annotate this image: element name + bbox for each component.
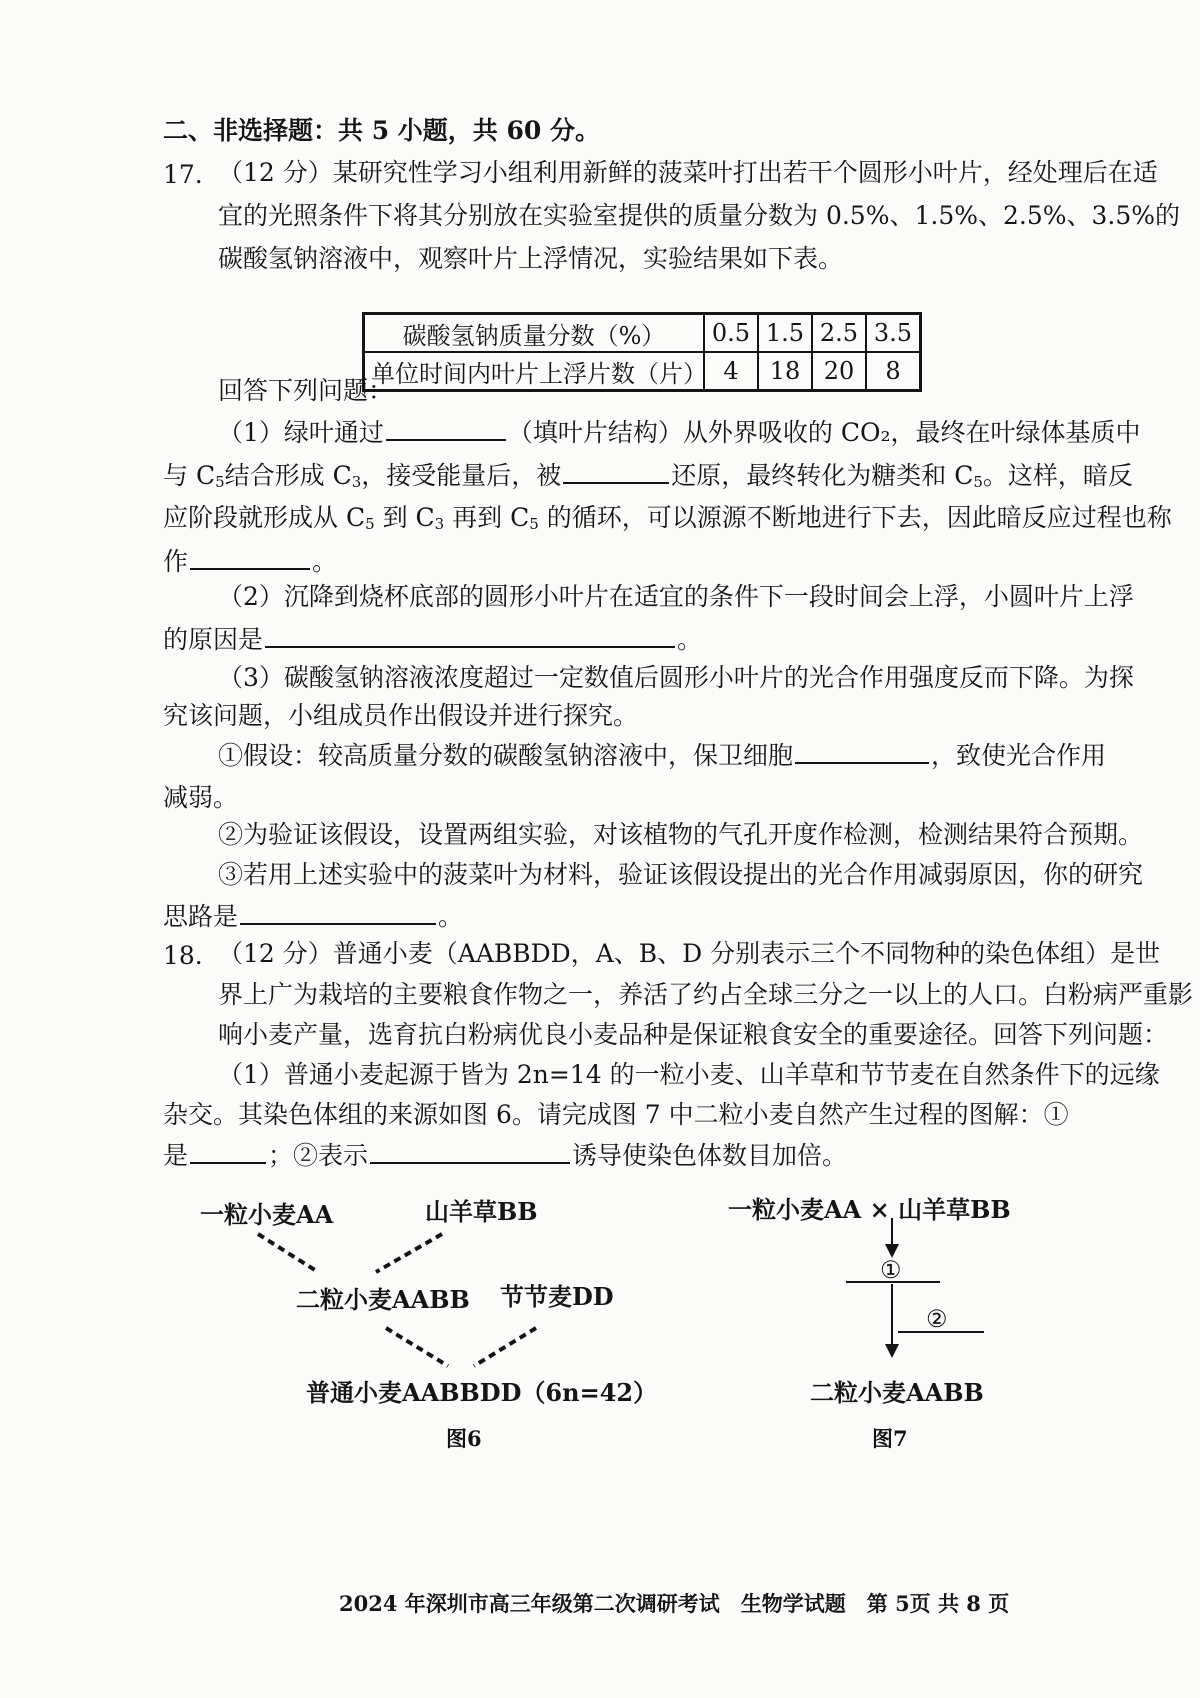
q18-part1-line-2: 杂交。其染色体组的来源如图 6。请完成图 7 中二粒小麦自然产生过程的图解：①	[163, 1100, 1069, 1129]
blank-marker-1: ①	[880, 1256, 902, 1284]
figure-6-caption: 图6	[446, 1426, 482, 1451]
emmer-label: 二粒小麦AABB	[296, 1285, 470, 1314]
table-cell: 8	[866, 352, 921, 391]
table-row-header: 碳酸氢钠质量分数（%）	[364, 314, 705, 353]
q17-intro-line-2: 宜的光照条件下将其分别放在实验室提供的质量分数为 0.5%、1.5%、2.5%、3.5%的	[218, 201, 1181, 230]
q17-part1-line-2: 与 $C_5$结合形成 $C_3$，接受能量后，被 还原，最终转化为糖类和 $C_5$。这样，暗反	[163, 461, 1133, 491]
q17-intro-line-1: （12 分）某研究性学习小组利用新鲜的菠菜叶打出若干个圆形小叶片，经处理后在适	[218, 158, 1158, 187]
fig7-einkorn-label: 一粒小麦AA × 山羊草BB	[728, 1195, 1011, 1224]
figure-7-caption: 图7	[872, 1426, 908, 1451]
table-cell: 2.5	[812, 314, 866, 353]
q18-intro-line-2: 界上广为栽培的主要粮食作物之一，养活了约占全球三分之一以上的人口。白粉病严重影	[218, 980, 1194, 1009]
answer-prompt: 回答下列问题：	[218, 376, 394, 405]
question-17-number: 17.	[163, 160, 203, 189]
q18-part1-line-1: （1）普通小麦起源于皆为 2n=14 的一粒小麦、山羊草和节节麦在自然条件下的远缘	[218, 1060, 1160, 1089]
blank-marker-2: ②	[926, 1305, 948, 1333]
q17-part2-line-1: （2）沉降到烧杯底部的圆形小叶片在适宜的条件下一段时间会上浮，小圆叶片上浮	[218, 582, 1134, 611]
section-heading: 二、非选择题：共 5 小题，共 60 分。	[163, 116, 601, 145]
dashed-connector	[376, 1234, 442, 1272]
einkorn-label: 一粒小麦AA	[200, 1200, 334, 1229]
q17-part1-line-1: （1）绿叶通过 （填叶片结构）从外界吸收的 CO₂，最终在叶绿体基质中	[218, 418, 1141, 447]
table-cell: 20	[812, 352, 866, 391]
question-18-number: 18.	[163, 941, 203, 970]
dashed-connector	[258, 1234, 318, 1272]
q18-intro-line-1: （12 分）普通小麦（AABBDD，A、B、D 分别表示三个不同物种的染色体组）是世	[218, 939, 1161, 968]
table-cell: 3.5	[866, 314, 921, 353]
q17-part3-line-5: ②为验证该假设，设置两组实验，对该植物的气孔开度作检测，检测结果符合预期。	[218, 820, 1144, 849]
q17-part1-line-3: 应阶段就形成从 $C_5$ 到 $C_3$ 再到 $C_5$ 的循环，可以源源不断地进行下去，因此暗反应过程也称	[163, 503, 1172, 533]
q17-part3-line-1: （3）碳酸氢钠溶液浓度超过一定数值后圆形小叶片的光合作用强度反而下降。为探	[218, 663, 1134, 692]
q17-part3-line-2: 究该问题，小组成员作出假设并进行探究。	[163, 701, 639, 730]
common-wheat-label: 普通小麦AABBDD（6n=42）	[306, 1378, 658, 1407]
q17-part3-line-7: 思路是 。	[163, 902, 464, 931]
dashed-connector	[474, 1328, 536, 1366]
table-cell: 0.5	[704, 314, 758, 353]
table-row-header: 单位时间内叶片上浮片数（片）	[364, 352, 705, 391]
goatgrass-label: 山羊草BB	[425, 1197, 538, 1226]
q18-part1-line-3: 是 ；②表示 诱导使染色体数目加倍。	[163, 1141, 848, 1170]
table-cell: 18	[758, 352, 812, 391]
q17-intro-line-3: 碳酸氢钠溶液中，观察叶片上浮情况，实验结果如下表。	[218, 244, 844, 273]
fig7-emmer-label: 二粒小麦AABB	[810, 1378, 984, 1407]
q17-part3-line-4: 减弱。	[163, 783, 239, 812]
q17-part2-line-2: 的原因是 。	[163, 625, 703, 654]
dashed-connector	[386, 1328, 448, 1366]
page-footer: 2024 年深圳市高三年级第二次调研考试 生物学试题 第 5页 共 8 页	[339, 1591, 1010, 1616]
q17-part1-line-4: 作 。	[163, 547, 338, 576]
table-cell: 1.5	[758, 314, 812, 353]
q17-part3-line-6: ③若用上述实验中的菠菜叶为材料，验证该假设提出的光合作用减弱原因，你的研究	[218, 860, 1144, 889]
cross-symbol: ×	[869, 1195, 890, 1224]
tauschii-label: 节节麦DD	[500, 1282, 614, 1311]
q18-intro-line-3: 响小麦产量，选育抗白粉病优良小麦品种是保证粮食安全的重要途径。回答下列问题：	[218, 1020, 1169, 1049]
q17-part3-line-3: ①假设：较高质量分数的碳酸氢钠溶液中，保卫细胞 ，致使光合作用	[218, 741, 1107, 770]
table-cell: 4	[704, 352, 758, 391]
arrow-head	[885, 1344, 899, 1358]
